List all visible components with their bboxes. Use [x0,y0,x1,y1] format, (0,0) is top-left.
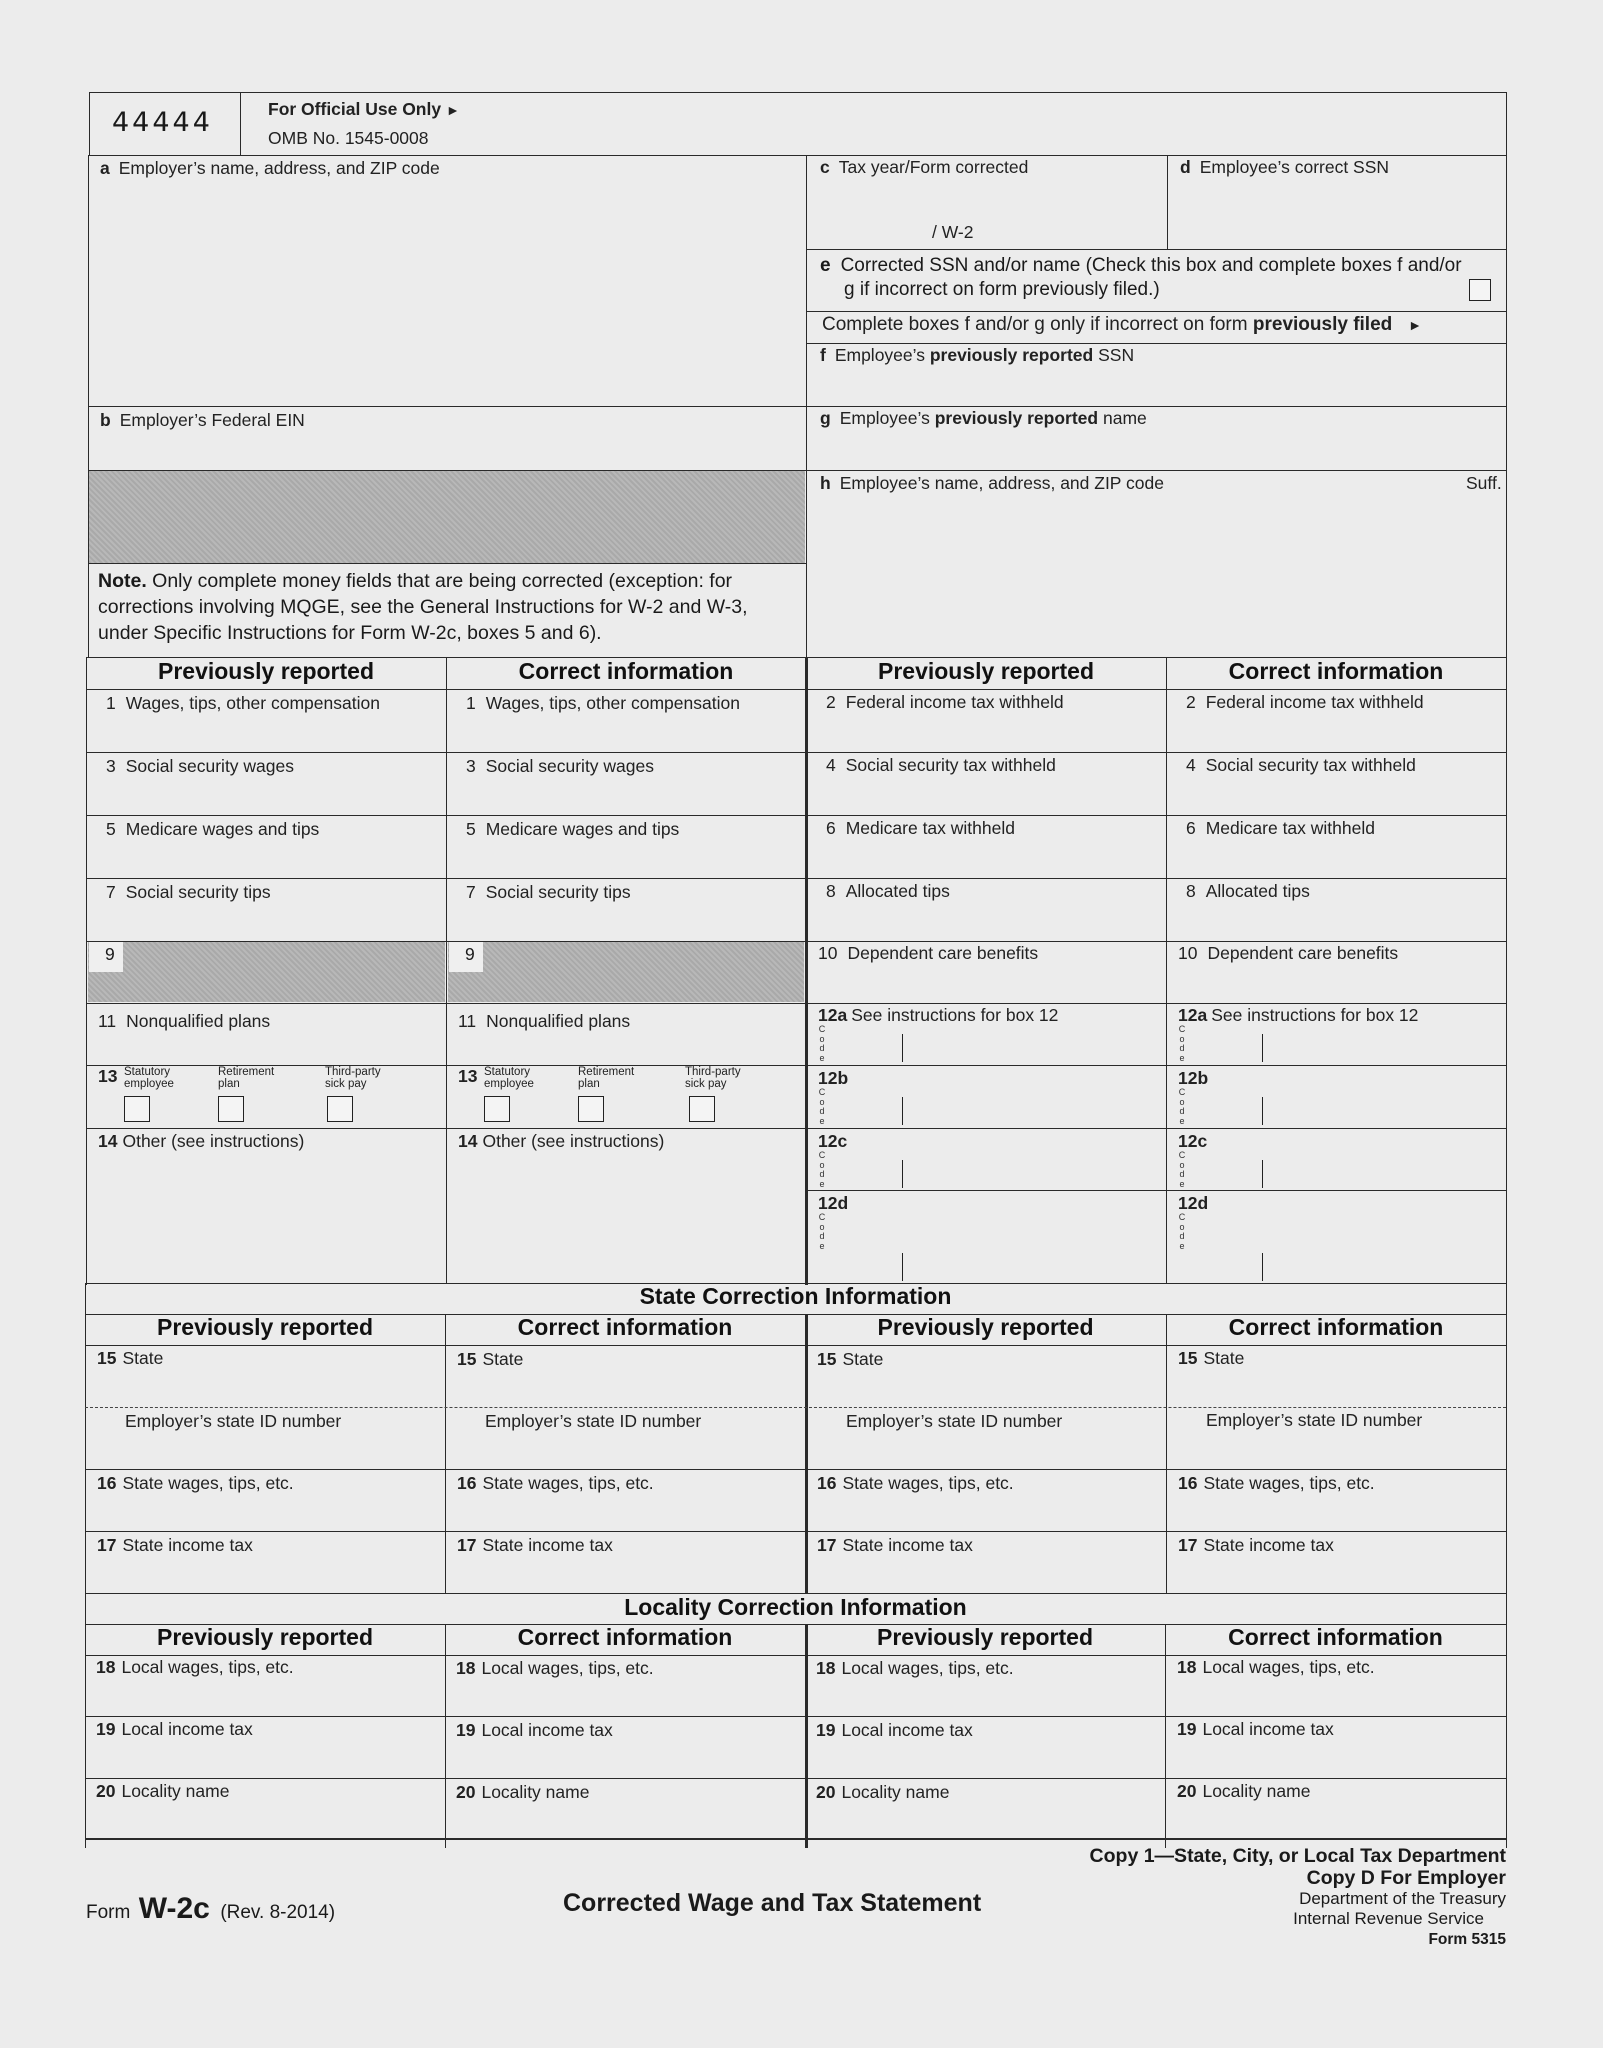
box-18-col3: 18 Local wages, tips, etc. [816,1658,1014,1678]
complete-fg-instruction: Complete boxes f and/or g only if incorrect on form previously filed ► [822,314,1422,335]
box-19-col3: 19 Local income tax [816,1720,973,1740]
box-20-col1: 20 Locality name [96,1781,230,1801]
box-14-correct: 14 Other (see instructions) [458,1131,665,1151]
code-label-12b-correct: C o d e [1178,1087,1186,1126]
box-18-col4: 18 Local wages, tips, etc. [1177,1657,1375,1677]
box-h-label: h Employee’s name, address, and ZIP code [820,473,1164,493]
copy-info: Copy 1—State, City, or Local Tax Department Copy D For Employer Department of the Treasury Internal Revenue Service Form 5315 [1089,1845,1506,1948]
box-4-correct: 4 Social security tax withheld [1186,755,1416,775]
statutory-label-correct: Statutory employee [484,1066,534,1090]
thirdparty-label-prev: Third-party sick pay [325,1066,381,1090]
statutory-checkbox-correct[interactable] [484,1096,510,1122]
state-header-prev-left: Previously reported [156,1314,374,1340]
code-label-12d-prev: C o d e [818,1212,826,1251]
box-9-prev: 9 [89,942,123,972]
box-b-label: b Employer’s Federal EIN [100,410,305,430]
box-20-col4: 20 Locality name [1177,1781,1311,1801]
box-d-label: d Employee’s correct SSN [1180,157,1390,177]
box-8-prev: 8 Allocated tips [826,881,950,901]
box-a-label: a Employer’s name, address, and ZIP code [100,158,440,178]
box-15-col4: 15 State [1178,1348,1245,1368]
box-16-col1: 16 State wages, tips, etc. [97,1473,294,1493]
shaded-area [89,471,805,563]
official-use-label: For Official Use Only ► [268,99,460,119]
note-text: Note. Only complete money fields that are being corrected (exception: for corrections involving MQGE, see the General Instructions for W-2 and W-3, under Specific Instructions for Form W-2c, boxes 5 and 6). [98,570,748,644]
statutory-checkbox-prev[interactable] [124,1096,150,1122]
thirdparty-label-correct: Third-party sick pay [685,1066,741,1090]
code-label-12d-correct: C o d e [1178,1212,1186,1251]
box-1-prev: 1 Wages, tips, other compensation [106,693,380,713]
box-8-correct: 8 Allocated tips [1186,881,1310,901]
box-2-correct: 2 Federal income tax withheld [1186,692,1424,712]
box-12b-correct: 12b [1178,1068,1209,1088]
box-6-prev: 6 Medicare tax withheld [826,818,1015,838]
box-10-correct: 10 Dependent care benefits [1178,943,1399,963]
box-17-col4: 17 State income tax [1178,1535,1334,1555]
retirement-checkbox-correct[interactable] [578,1096,604,1122]
box-17-col3: 17 State income tax [817,1535,973,1555]
retirement-label-prev: Retirement plan [218,1066,275,1090]
box-c-label: c Tax year/Form corrected [820,157,1029,177]
header-correct-right: Correct information [1228,658,1444,684]
retirement-label-correct: Retirement plan [578,1066,635,1090]
state-header-prev-right: Previously reported [877,1314,1094,1340]
box-12b-prev: 12b [818,1068,849,1088]
suffix-label: Suff. [1466,473,1502,493]
box-5-prev: 5 Medicare wages and tips [106,819,320,839]
box-g-label: g Employee’s previously reported name [820,408,1147,428]
box-16-col4: 16 State wages, tips, etc. [1178,1473,1375,1493]
box-20-col3: 20 Locality name [816,1782,950,1802]
state-section-title: State Correction Information [639,1283,952,1309]
thirdparty-checkbox-prev[interactable] [327,1096,353,1122]
box-19-col4: 19 Local income tax [1177,1719,1334,1739]
state-id-col2: Employer’s state ID number [485,1411,702,1431]
locality-section-title: Locality Correction Information [624,1594,967,1620]
box-6-correct: 6 Medicare tax withheld [1186,818,1375,838]
box-9-shade-correct [448,942,804,1002]
header-correct-left: Correct information [518,658,734,684]
box-19-col2: 19 Local income tax [456,1720,613,1740]
code-label-12a-prev: C o d e [818,1024,826,1063]
box-1-correct: 1 Wages, tips, other compensation [466,693,740,713]
box-19-col1: 19 Local income tax [96,1719,253,1739]
box-9-correct: 9 [449,942,483,972]
form-id: Form W-2c (Rev. 8-2014) [86,1892,336,1925]
box-12a-correct: 12a See instructions for box 12 [1178,1005,1419,1025]
box-11-correct: 11 Nonqualified plans [458,1011,631,1031]
code-label-12c-prev: C o d e [818,1150,826,1189]
box-17-col1: 17 State income tax [97,1535,253,1555]
box-10-prev: 10 Dependent care benefits [818,943,1039,963]
state-id-col3: Employer’s state ID number [846,1411,1063,1431]
box-5-correct: 5 Medicare wages and tips [466,819,680,839]
box-15-col2: 15 State [457,1349,524,1369]
form-title: Corrected Wage and Tax Statement [563,1889,982,1917]
box-c-form: / W-2 [932,222,974,242]
box-11-prev: 11 Nonqualified plans [98,1011,271,1031]
control-number[interactable]: 44444 [112,107,213,138]
state-header-correct-left: Correct information [517,1314,733,1340]
box-13-correct-number: 13 [458,1066,478,1086]
box-15-col1: 15 State [97,1348,164,1368]
box-7-correct: 7 Social security tips [466,882,631,902]
box-12c-correct: 12c [1178,1131,1208,1151]
box-12d-correct: 12d [1178,1193,1209,1213]
box-2-prev: 2 Federal income tax withheld [826,692,1064,712]
omb-number: OMB No. 1545-0008 [268,128,429,148]
code-label-12c-correct: C o d e [1178,1150,1186,1189]
locality-header-prev-right: Previously reported [876,1624,1094,1650]
header-prev-right: Previously reported [877,658,1095,684]
box-12a-prev: 12a See instructions for box 12 [818,1005,1059,1025]
box-18-col2: 18 Local wages, tips, etc. [456,1658,654,1678]
box-12c-prev: 12c [818,1131,848,1151]
code-label-12a-correct: C o d e [1178,1024,1186,1063]
box-f-label: f Employee’s previously reported SSN [820,345,1135,365]
box-9-shade-prev [88,942,445,1002]
state-header-correct-right: Correct information [1228,1314,1444,1340]
box-e-checkbox[interactable] [1469,279,1491,301]
header-prev-left: Previously reported [157,658,375,684]
locality-header-prev-left: Previously reported [156,1624,374,1650]
box-7-prev: 7 Social security tips [106,882,271,902]
retirement-checkbox-prev[interactable] [218,1096,244,1122]
thirdparty-checkbox-correct[interactable] [689,1096,715,1122]
box-18-col1: 18 Local wages, tips, etc. [96,1657,294,1677]
locality-header-correct-left: Correct information [517,1624,733,1650]
box-12d-prev: 12d [818,1193,849,1213]
code-label-12b-prev: C o d e [818,1087,826,1126]
state-id-col1: Employer’s state ID number [125,1411,342,1431]
state-id-col4: Employer’s state ID number [1206,1410,1423,1430]
box-3-prev: 3 Social security wages [106,756,295,776]
box-e-label: e Corrected SSN and/or name (Check this box and complete boxes f and/or g if incorrect on form previously filed.) [820,255,1462,300]
box-4-prev: 4 Social security tax withheld [826,755,1056,775]
box-17-col2: 17 State income tax [457,1535,613,1555]
locality-header-correct-right: Correct information [1228,1624,1443,1650]
box-13-prev-number: 13 [98,1066,118,1086]
box-16-col3: 16 State wages, tips, etc. [817,1473,1014,1493]
box-15-col3: 15 State [817,1349,884,1369]
box-3-correct: 3 Social security wages [466,756,655,776]
box-20-col2: 20 Locality name [456,1782,590,1802]
box-14-prev: 14 Other (see instructions) [98,1131,305,1151]
statutory-label-prev: Statutory employee [124,1066,174,1090]
box-16-col2: 16 State wages, tips, etc. [457,1473,654,1493]
